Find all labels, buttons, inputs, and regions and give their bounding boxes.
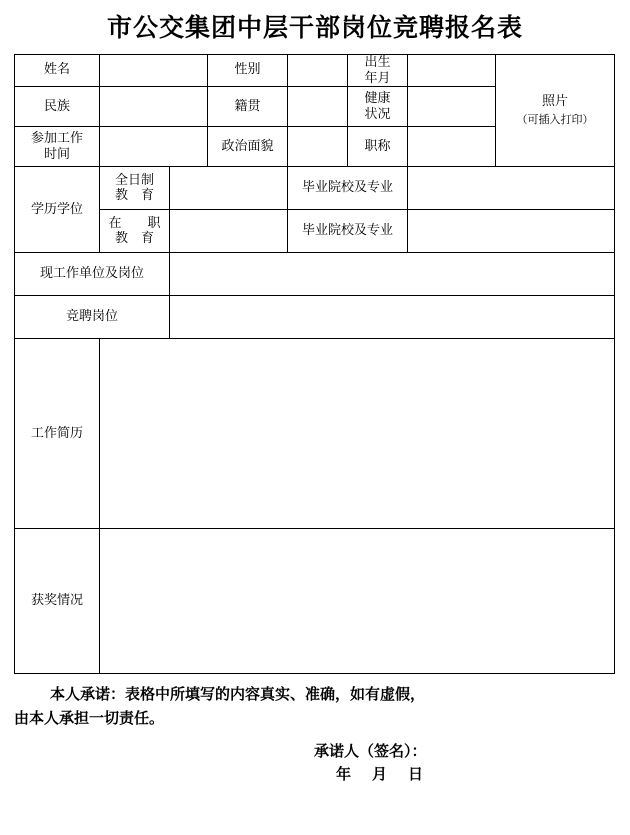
application-form-table [14, 54, 615, 674]
signature-block [14, 740, 616, 784]
fulltime-school-label: 毕业院校及专业 [288, 167, 408, 210]
inservice-school-label: 毕业院校及专业 [288, 210, 408, 253]
document-page [0, 8, 630, 835]
health-field[interactable] [408, 87, 496, 127]
native-place-label: 籍贯 [208, 87, 288, 127]
resume-field[interactable] [100, 339, 615, 529]
inservice-education-label-line2: 教 育 [114, 231, 154, 247]
work-start-label [15, 127, 100, 167]
apply-post-field[interactable] [170, 296, 615, 339]
ethnicity-label: 民族 [15, 87, 100, 127]
name-field[interactable] [100, 55, 208, 87]
awards-label: 获奖情况 [15, 529, 100, 674]
table-row [15, 167, 615, 210]
health-label-line1: 健康 [364, 91, 391, 107]
promise-line-2: 由本人承担一切责任。 [14, 709, 165, 728]
fulltime-education-label [100, 167, 170, 210]
fulltime-school-field[interactable] [408, 167, 615, 210]
promise-line-1: 本人承诺：表格中所填写的内容真实、准确，如有虚假， [50, 685, 426, 704]
table-row [15, 253, 615, 296]
fulltime-education-field[interactable] [170, 167, 288, 210]
photo-cell[interactable] [496, 55, 615, 167]
inservice-education-label [100, 210, 170, 253]
inservice-education-field[interactable] [170, 210, 288, 253]
current-post-field[interactable] [170, 253, 615, 296]
table-row [15, 210, 615, 253]
date-label: 年 月 日 [336, 765, 427, 784]
table-row [15, 529, 615, 674]
health-label [348, 87, 408, 127]
inservice-school-field[interactable] [408, 210, 615, 253]
awards-field[interactable] [100, 529, 615, 674]
table-row [15, 296, 615, 339]
professional-title-field[interactable] [408, 127, 496, 167]
professional-title-label: 职称 [348, 127, 408, 167]
native-place-field[interactable] [288, 87, 348, 127]
fulltime-education-label-line1: 全日制 [114, 172, 154, 188]
birth-date-label [348, 55, 408, 87]
table-row [15, 339, 615, 529]
work-start-label-line1: 参加工作 [30, 131, 83, 147]
photo-sub-label: （可插入打印） [516, 113, 594, 127]
table-row [15, 55, 615, 87]
education-group-label: 学历学位 [15, 167, 100, 253]
page-title: 市公交集团中层干部岗位竞聘报名表 [106, 13, 523, 42]
ethnicity-field[interactable] [100, 87, 208, 127]
gender-field[interactable] [288, 55, 348, 87]
photo-label: 照片 [541, 94, 568, 110]
resume-label: 工作简历 [15, 339, 100, 529]
gender-label: 性别 [208, 55, 288, 87]
health-label-line2: 状况 [364, 106, 391, 122]
name-label: 姓名 [15, 55, 100, 87]
birth-date-label-line2: 年月 [364, 70, 391, 86]
work-start-field[interactable] [100, 127, 208, 167]
work-start-label-line2: 时间 [43, 146, 70, 162]
promise-statement [14, 682, 616, 730]
birth-date-field[interactable] [408, 55, 496, 87]
apply-post-label: 竞聘岗位 [15, 296, 170, 339]
current-post-label: 现工作单位及岗位 [15, 253, 170, 296]
birth-date-label-line1: 出生 [364, 55, 391, 70]
political-status-label: 政治面貌 [208, 127, 288, 167]
inservice-education-label-line1: 在 职 [108, 215, 161, 231]
fulltime-education-label-line2: 教 育 [114, 188, 154, 204]
signer-label: 承诺人（签名）： [314, 742, 427, 761]
political-status-field[interactable] [288, 127, 348, 167]
